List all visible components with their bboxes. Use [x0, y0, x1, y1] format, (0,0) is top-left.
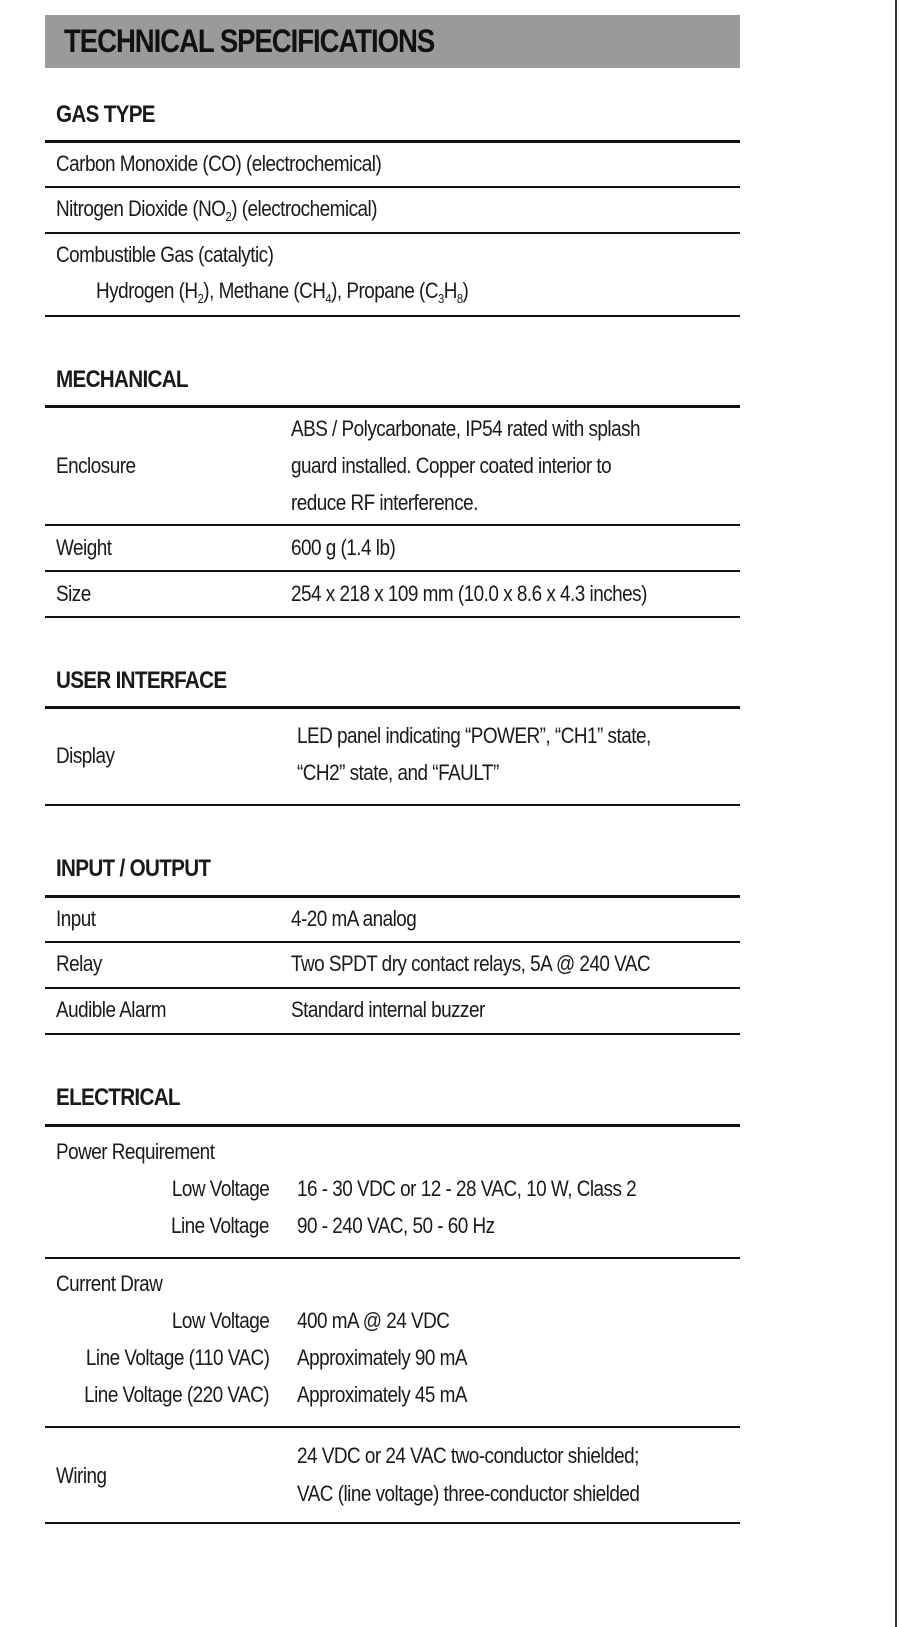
current-low-voltage-label: Low Voltage — [171, 1308, 269, 1333]
elec-row-power-requirement — [45, 1127, 740, 1259]
io-row-input — [45, 898, 740, 943]
size-label: Size — [56, 581, 91, 606]
audible-alarm-value: Standard internal buzzer — [291, 997, 485, 1022]
relay-label: Relay — [56, 951, 102, 976]
power-low-voltage-value: 16 - 30 VDC or 12 - 28 VAC, 10 W, Class 2 — [297, 1176, 637, 1201]
power-line-voltage-value: 90 - 240 VAC, 50 - 60 Hz — [297, 1213, 495, 1238]
section-heading-user-interface: USER INTERFACE — [45, 653, 740, 709]
gas-row-no2 — [45, 188, 740, 234]
power-low-voltage-label: Low Voltage — [171, 1176, 269, 1201]
current-110vac-label: Line Voltage (110 VAC) — [85, 1345, 269, 1370]
section-heading-input-output: INPUT / OUTPUT — [45, 840, 740, 898]
enclosure-line-2: guard installed. Copper coated interior to — [291, 453, 612, 478]
display-line-2: “CH2” state, and “FAULT” — [297, 760, 499, 785]
display-label: Display — [56, 743, 115, 768]
weight-label: Weight — [56, 535, 112, 560]
elec-row-wiring — [45, 1428, 740, 1524]
gas-combustible-list: Hydrogen $(H_2)$, Methane $(CH_4)$, Propane $(C_3H_8)$ — [96, 278, 469, 306]
mech-row-size — [45, 572, 740, 618]
gas-co-text: Carbon Monoxide (CO) (electrochemical) — [56, 151, 382, 176]
page-edge-line — [895, 0, 897, 1627]
power-line-voltage-label: Line Voltage — [171, 1213, 269, 1238]
section-heading-electrical: ELECTRICAL — [45, 1069, 740, 1127]
current-220vac-label: Line Voltage (220 VAC) — [84, 1382, 269, 1407]
section-heading-gas-type: GAS TYPE — [45, 87, 740, 143]
page-title: TECHNICAL SPECIFICATIONS — [64, 23, 435, 59]
wiring-line-2: VAC (line voltage) three-conductor shielded — [297, 1481, 640, 1506]
current-draw-label: Current Draw — [56, 1271, 163, 1296]
title-bar — [45, 15, 740, 68]
input-label: Input — [56, 906, 96, 931]
gas-combustible-text: Combustible Gas (catalytic) — [56, 242, 274, 267]
enclosure-label: Enclosure — [56, 453, 136, 478]
gas-row-co — [45, 143, 740, 188]
gas-row-combustible — [45, 234, 740, 317]
relay-value: Two SPDT dry contact relays, 5A @ 240 VAC — [291, 951, 651, 976]
ui-row-display — [45, 709, 740, 806]
mech-row-weight — [45, 526, 740, 572]
io-row-relay — [45, 943, 740, 989]
elec-row-current-draw — [45, 1259, 740, 1428]
section-heading-mechanical: MECHANICAL — [45, 351, 740, 408]
audible-alarm-label: Audible Alarm — [56, 997, 167, 1022]
input-value: 4-20 mA analog — [291, 906, 417, 931]
power-requirement-label: Power Requirement — [56, 1139, 215, 1164]
io-row-audible-alarm — [45, 989, 740, 1035]
wiring-line-1: 24 VDC or 24 VAC two-conductor shielded; — [297, 1443, 639, 1468]
size-value: 254 x 218 x 109 mm (10.0 x 8.6 x 4.3 inches) — [291, 581, 647, 606]
enclosure-line-3: reduce RF interference. — [291, 490, 478, 515]
mech-row-enclosure — [45, 408, 740, 526]
display-line-1: LED panel indicating “POWER”, “CH1” state, — [297, 723, 651, 748]
enclosure-line-1: ABS / Polycarbonate, IP54 rated with splash — [291, 416, 641, 441]
gas-no2-text: Nitrogen Dioxide $(NO_2)$ (electrochemical) — [56, 196, 377, 224]
wiring-label: Wiring — [56, 1463, 107, 1488]
weight-value: 600 g (1.4 lb) — [291, 535, 396, 560]
spec-sheet — [45, 15, 740, 1506]
current-low-voltage-value: 400 mA @ 24 VDC — [297, 1308, 450, 1333]
current-110vac-value: Approximately 90 mA — [297, 1345, 468, 1370]
current-220vac-value: Approximately 45 mA — [297, 1382, 468, 1407]
